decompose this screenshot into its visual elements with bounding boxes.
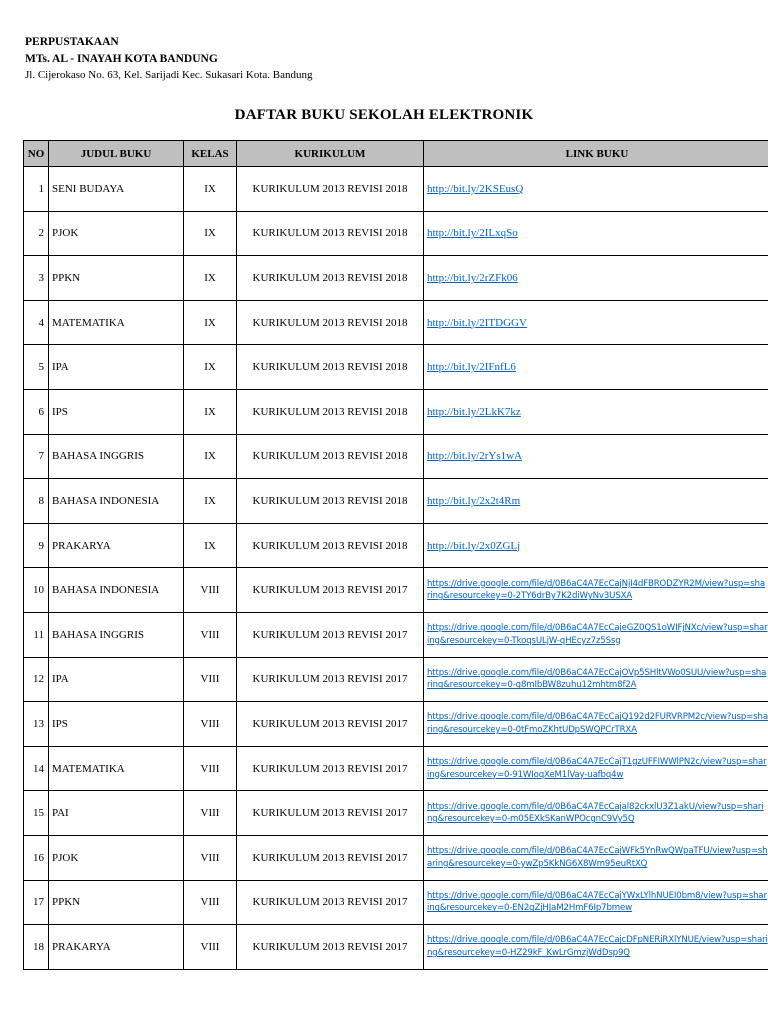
book-class: IX xyxy=(184,256,237,301)
book-curriculum: KURIKULUM 2013 REVISI 2017 xyxy=(237,835,424,880)
row-number: 12 xyxy=(24,657,49,702)
book-link-cell xyxy=(424,345,768,390)
table-row xyxy=(24,791,768,836)
book-curriculum: KURIKULUM 2013 REVISI 2018 xyxy=(237,434,424,479)
book-link[interactable]: http://bit.ly/2LkK7kz xyxy=(427,405,521,418)
table-row xyxy=(24,389,768,434)
book-link[interactable]: http://bit.ly/2x0ZGLj xyxy=(427,539,521,552)
book-class: IX xyxy=(184,389,237,434)
row-number: 16 xyxy=(24,835,49,880)
book-curriculum: KURIKULUM 2013 REVISI 2017 xyxy=(237,746,424,791)
book-class: IX xyxy=(184,300,237,345)
book-link-cell xyxy=(424,702,768,747)
book-link[interactable]: https://drive.google.com/file/d/0B6aC4A7EcCajcDFpNERiRXlYNUE/view?usp=sharing&resourcekey=0-HZ29kF_KwLrGmzjWdDsp9Q xyxy=(427,935,768,958)
book-title: IPS xyxy=(49,702,184,747)
col-header-no: NO xyxy=(24,141,49,167)
table-row xyxy=(24,300,768,345)
book-link-cell xyxy=(424,167,768,212)
book-title: SENI BUDAYA xyxy=(49,167,184,212)
table-row xyxy=(24,345,768,390)
book-link[interactable]: http://bit.ly/2KSEusQ xyxy=(427,182,524,195)
book-link-cell xyxy=(424,925,768,970)
row-number: 3 xyxy=(24,256,49,301)
book-link-cell xyxy=(424,835,768,880)
book-curriculum: KURIKULUM 2013 REVISI 2017 xyxy=(237,657,424,702)
book-class: IX xyxy=(184,345,237,390)
book-title: IPA xyxy=(49,657,184,702)
book-title: PJOK xyxy=(49,211,184,256)
book-curriculum: KURIKULUM 2013 REVISI 2018 xyxy=(237,345,424,390)
col-header-link: LINK BUKU xyxy=(424,141,768,167)
book-link-cell xyxy=(424,568,768,613)
table-header-row xyxy=(24,141,768,167)
book-title: IPS xyxy=(49,389,184,434)
book-curriculum: KURIKULUM 2013 REVISI 2018 xyxy=(237,300,424,345)
book-curriculum: KURIKULUM 2013 REVISI 2017 xyxy=(237,791,424,836)
book-link[interactable]: https://drive.google.com/file/d/0B6aC4A7EcCajQ192d2FURVRPM2c/view?usp=sharing&resourcekey=0-0tFmoZKhtUDpSWQPCrTRXA xyxy=(427,712,768,735)
book-class: VIII xyxy=(184,746,237,791)
book-curriculum: KURIKULUM 2013 REVISI 2017 xyxy=(237,612,424,657)
book-link-cell xyxy=(424,256,768,301)
book-title: PAI xyxy=(49,791,184,836)
book-title: BAHASA INDONESIA xyxy=(49,479,184,524)
table-row xyxy=(24,746,768,791)
book-title: BAHASA INGGRIS xyxy=(49,612,184,657)
book-link[interactable]: https://drive.google.com/file/d/0B6aC4A7EcCajOVp5SHltVWo0SUU/view?usp=sharing&resourcekey=0-g8mIbBW8zuhu12mhtm8f2A xyxy=(427,667,767,691)
book-class: IX xyxy=(184,211,237,256)
document-title: DAFTAR BUKU SEKOLAH ELEKTRONIK xyxy=(234,107,534,123)
book-link-cell xyxy=(424,746,768,791)
book-title: MATEMATIKA xyxy=(49,746,184,791)
row-number: 1 xyxy=(24,167,49,212)
book-class: VIII xyxy=(184,568,237,613)
school-name: MTs. AL - INAYAH KOTA BANDUNG xyxy=(25,53,218,65)
row-number: 18 xyxy=(24,925,49,970)
book-link-cell xyxy=(424,389,768,434)
book-link[interactable]: https://drive.google.com/file/d/0B6aC4A7EcCajal82ckxlU3Z1akU/view?usp=sharing&resourcekey=0-m05EXkSKanWPOcgnC9Vy5Q xyxy=(427,801,764,825)
book-curriculum: KURIKULUM 2013 REVISI 2017 xyxy=(237,702,424,747)
table-row xyxy=(24,211,768,256)
table-row xyxy=(24,657,768,702)
row-number: 4 xyxy=(24,300,49,345)
book-class: VIII xyxy=(184,880,237,925)
row-number: 9 xyxy=(24,523,49,568)
table-row xyxy=(24,167,768,212)
table-body xyxy=(24,167,768,970)
table-row xyxy=(24,835,768,880)
book-curriculum: KURIKULUM 2013 REVISI 2018 xyxy=(237,523,424,568)
book-title: PRAKARYA xyxy=(49,523,184,568)
row-number: 17 xyxy=(24,880,49,925)
book-link[interactable]: https://drive.google.com/file/d/0B6aC4A7EcCajT1gzUFFIWWlPN2c/view?usp=sharing&resourcekey=0-91WIoqXeM1lVay-uafbq4w xyxy=(427,757,767,780)
table-row xyxy=(24,612,768,657)
row-number: 10 xyxy=(24,568,49,613)
book-link-cell xyxy=(424,791,768,836)
book-title: IPA xyxy=(49,345,184,390)
library-label: PERPUSTAKAAN xyxy=(25,36,119,48)
table-row xyxy=(24,479,768,524)
table-row xyxy=(24,880,768,925)
book-title: BAHASA INGGRIS xyxy=(49,434,184,479)
book-link[interactable]: https://drive.google.com/file/d/0B6aC4A7EcCajNjI4dFBRODZYR2M/view?usp=sharing&resourcekey=0-2TY6drBy7K2diWyNv3USXA xyxy=(427,578,765,602)
book-class: IX xyxy=(184,434,237,479)
row-number: 7 xyxy=(24,434,49,479)
book-link[interactable]: http://bit.ly/2rZFk06 xyxy=(427,271,518,284)
book-link-cell xyxy=(424,434,768,479)
table-row xyxy=(24,523,768,568)
table-row xyxy=(24,925,768,970)
book-curriculum: KURIKULUM 2013 REVISI 2018 xyxy=(237,479,424,524)
book-curriculum: KURIKULUM 2013 REVISI 2018 xyxy=(237,389,424,434)
book-link[interactable]: https://drive.google.com/file/d/0B6aC4A7EcCajeGZ0QS1oWIFjNXc/view?usp=sharing&resourcekey=0-TkoqsULjW-qHEcyz7z5Ssg xyxy=(427,623,768,646)
book-class: IX xyxy=(184,523,237,568)
col-header-title: JUDUL BUKU xyxy=(49,141,184,167)
book-table xyxy=(23,140,768,970)
row-number: 13 xyxy=(24,702,49,747)
book-title: PJOK xyxy=(49,835,184,880)
book-class: IX xyxy=(184,167,237,212)
row-number: 5 xyxy=(24,345,49,390)
book-link[interactable]: http://bit.ly/2x2t4Rm xyxy=(427,494,521,507)
row-number: 15 xyxy=(24,791,49,836)
book-title: PRAKARYA xyxy=(49,925,184,970)
book-link[interactable]: https://drive.google.com/file/d/0B6aC4A7EcCajYWxLYlhNUEI0bm8/view?usp=sharing&resourcekey=0-EN2gZjHJaM2HmF6Ip7bmew xyxy=(427,890,767,914)
book-curriculum: KURIKULUM 2013 REVISI 2017 xyxy=(237,568,424,613)
book-class: VIII xyxy=(184,791,237,836)
row-number: 6 xyxy=(24,389,49,434)
book-curriculum: KURIKULUM 2013 REVISI 2018 xyxy=(237,167,424,212)
book-class: IX xyxy=(184,479,237,524)
book-link[interactable]: https://drive.google.com/file/d/0B6aC4A7EcCajWFk5YnRwQWpaTFU/view?usp=sharing&resourcekey=0-ywZp5KkNG6X8Wm95euRtXQ xyxy=(427,846,768,869)
table-row xyxy=(24,702,768,747)
book-link-cell xyxy=(424,211,768,256)
row-number: 11 xyxy=(24,612,49,657)
table-row xyxy=(24,256,768,301)
book-link-cell xyxy=(424,880,768,925)
book-link-cell xyxy=(424,612,768,657)
col-header-curriculum: KURIKULUM xyxy=(237,141,424,167)
book-class: VIII xyxy=(184,835,237,880)
table-row xyxy=(24,568,768,613)
book-title: BAHASA INDONESIA xyxy=(49,568,184,613)
book-link-cell xyxy=(424,657,768,702)
row-number: 14 xyxy=(24,746,49,791)
row-number: 2 xyxy=(24,211,49,256)
school-address: Jl. Cijerokaso No. 63, Kel. Sarijadi Kec. Sukasari Kota. Bandung xyxy=(25,69,313,81)
book-title: PPKN xyxy=(49,256,184,301)
book-class: VIII xyxy=(184,702,237,747)
book-link[interactable]: http://bit.ly/2IFnfL6 xyxy=(427,361,516,374)
book-title: PPKN xyxy=(49,880,184,925)
table-row xyxy=(24,434,768,479)
book-curriculum: KURIKULUM 2013 REVISI 2017 xyxy=(237,925,424,970)
book-curriculum: KURIKULUM 2013 REVISI 2018 xyxy=(237,211,424,256)
book-link-cell xyxy=(424,523,768,568)
book-link[interactable]: http://bit.ly/2rYs1wA xyxy=(427,450,523,463)
book-link[interactable]: http://bit.ly/2ITDGGV xyxy=(427,316,527,329)
col-header-class: KELAS xyxy=(184,141,237,167)
book-title: MATEMATIKA xyxy=(49,300,184,345)
row-number: 8 xyxy=(24,479,49,524)
book-class: VIII xyxy=(184,925,237,970)
book-link[interactable]: http://bit.ly/2ILxqSo xyxy=(427,227,518,240)
book-curriculum: KURIKULUM 2013 REVISI 2018 xyxy=(237,256,424,301)
book-link-cell xyxy=(424,300,768,345)
book-link-cell xyxy=(424,479,768,524)
book-class: VIII xyxy=(184,657,237,702)
book-curriculum: KURIKULUM 2013 REVISI 2017 xyxy=(237,880,424,925)
book-class: VIII xyxy=(184,612,237,657)
